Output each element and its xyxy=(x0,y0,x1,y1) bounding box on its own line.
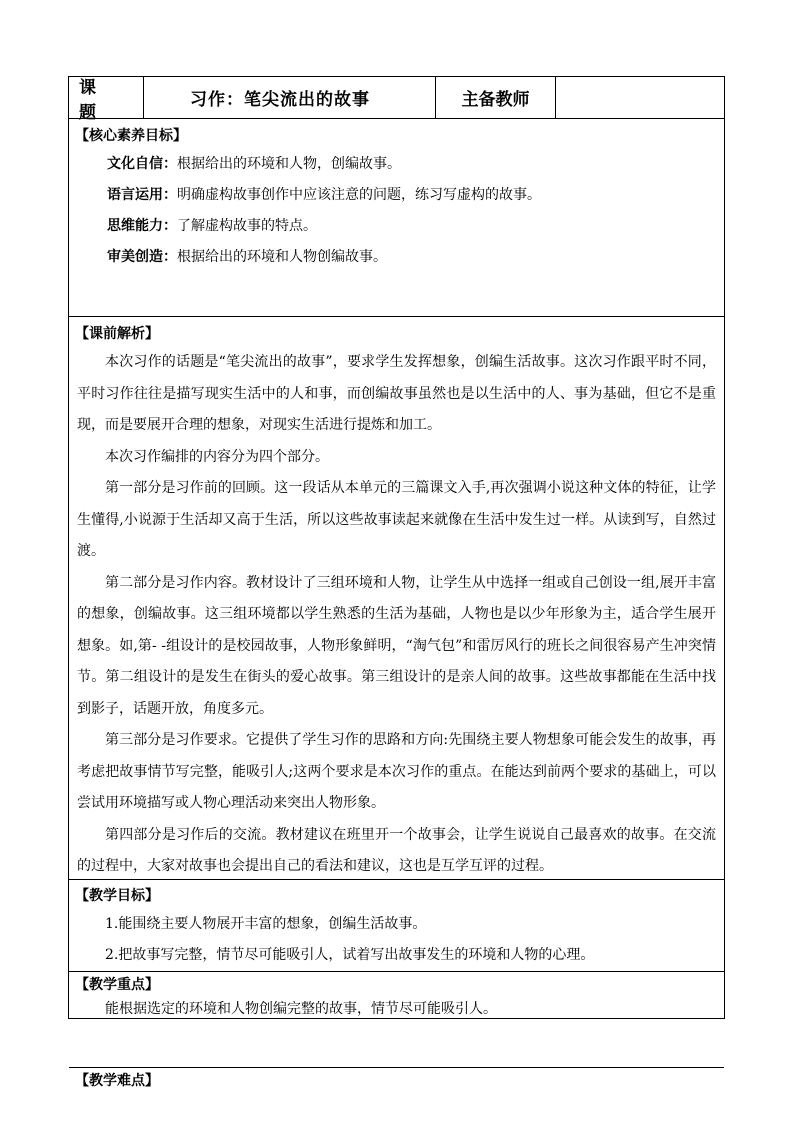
header-row xyxy=(69,77,724,123)
section-heading: 【核心素养目标】 xyxy=(75,128,187,144)
key-points-text: 能根据选定的环境和人物创编完整的故事，情节尽可能吸引人。 xyxy=(105,1001,497,1017)
analysis-paragraph: 本次习作编排的内容分为四个部分。 xyxy=(105,448,329,465)
section-heading: 【教学重点】 xyxy=(75,977,159,993)
goal-item: 2.把故事写完整，情节尽可能吸引人，试着写出故事发生的环境和人物的心理。 xyxy=(105,947,595,963)
analysis-paragraph: 第四部分是习作后的交流。教材建议在班里开一个故事会，让学生说说自己最喜欢的故事。在交流的过程中，大家对故事也会提出自己的看法和建议，这也是互学互评的过程。 xyxy=(77,826,716,874)
core-item xyxy=(69,180,724,211)
core-item-text: 了解虚构故事的特点。 xyxy=(177,218,317,234)
analysis-paragraph: 第一部分是习作前的回顾。这一段话从本单元的三篇课文入手,再次强调小说这种文体的特征，让学生懂得,小说源于生活却又高于生活，所以这些故事读起来就像在生活中发生过一样。从读到写，自然过渡。 xyxy=(77,480,716,559)
goal-item: 1.能围绕主要人物展开丰富的想象，创编生活故事。 xyxy=(105,916,427,932)
section-heading: 【教学难点】 xyxy=(75,1073,159,1089)
analysis-paragraph: 第三部分是习作要求。它提供了学生习作的思路和方向:先围绕主要人物想象可能会发生的故事，再考虑把故事情节写完整，能吸引人;这两个要求是本次习作的重点。在能达到前两个要求的基础上，可以尝试用环境描写或人物心理活动来突出人物形象。 xyxy=(77,732,716,811)
difficulties-section xyxy=(69,1068,724,1094)
core-item-text: 明确虚构故事创作中应该注意的问题，练习写虚构的故事。 xyxy=(177,187,541,203)
teacher-value xyxy=(556,77,726,118)
teaching-goals-section xyxy=(69,880,724,972)
core-item xyxy=(69,149,724,180)
core-item-name: 审美创造： xyxy=(107,249,177,265)
core-item-name: 语言运用： xyxy=(107,187,177,203)
core-item xyxy=(69,242,724,273)
core-literacy-section xyxy=(69,119,724,317)
analysis-paragraph: 本次习作的话题是“笔尖流出的故事”，要求学生发挥想象，创编生活故事。这次习作跟平时不同，平时习作往往是描写现实生活中的人和事，而创编故事虽然也是以生活中的人、事为基础，但它不是重现，而是要展开合理的想象，对现实生活进行提炼和加工。 xyxy=(77,354,716,433)
core-item-text: 根据给出的环境和人物创编故事。 xyxy=(177,249,387,265)
core-item-text: 根据给出的环境和人物，创编故事。 xyxy=(177,156,401,172)
core-item xyxy=(69,211,724,242)
lesson-plan-table xyxy=(68,76,725,1089)
pre-lesson-analysis-section xyxy=(69,317,724,880)
teacher-label: 主备教师 xyxy=(436,77,556,118)
analysis-paragraph: 第二部分是习作内容。教材设计了三组环境和人物，让学生从中选择一组或自己创设一组,展开丰富的想象，创编故事。这三组环境都以学生熟悉的生活为基础，人物也是以少年形象为主，适合学生展开想象。如,第- -组设计的是校园故事，人物形象鲜明，“淘气包”和雷厉风行的班长之间很容易产生冲突情节。第二组设计的是发生在街头的爱心故事。第三组设计的是亲人间的故事。这些故事都能在生活中找到影子，话题开放，角度多元。 xyxy=(77,574,716,717)
section-heading: 【课前解析】 xyxy=(75,326,159,342)
lesson-title: 习作：笔尖流出的故事 xyxy=(144,77,436,118)
section-heading: 【教学目标】 xyxy=(75,888,159,904)
topic-label: 课 题 xyxy=(69,77,144,118)
core-item-name: 文化自信： xyxy=(107,156,177,172)
core-item-name: 思维能力： xyxy=(107,218,177,234)
key-points-section xyxy=(69,972,724,1068)
